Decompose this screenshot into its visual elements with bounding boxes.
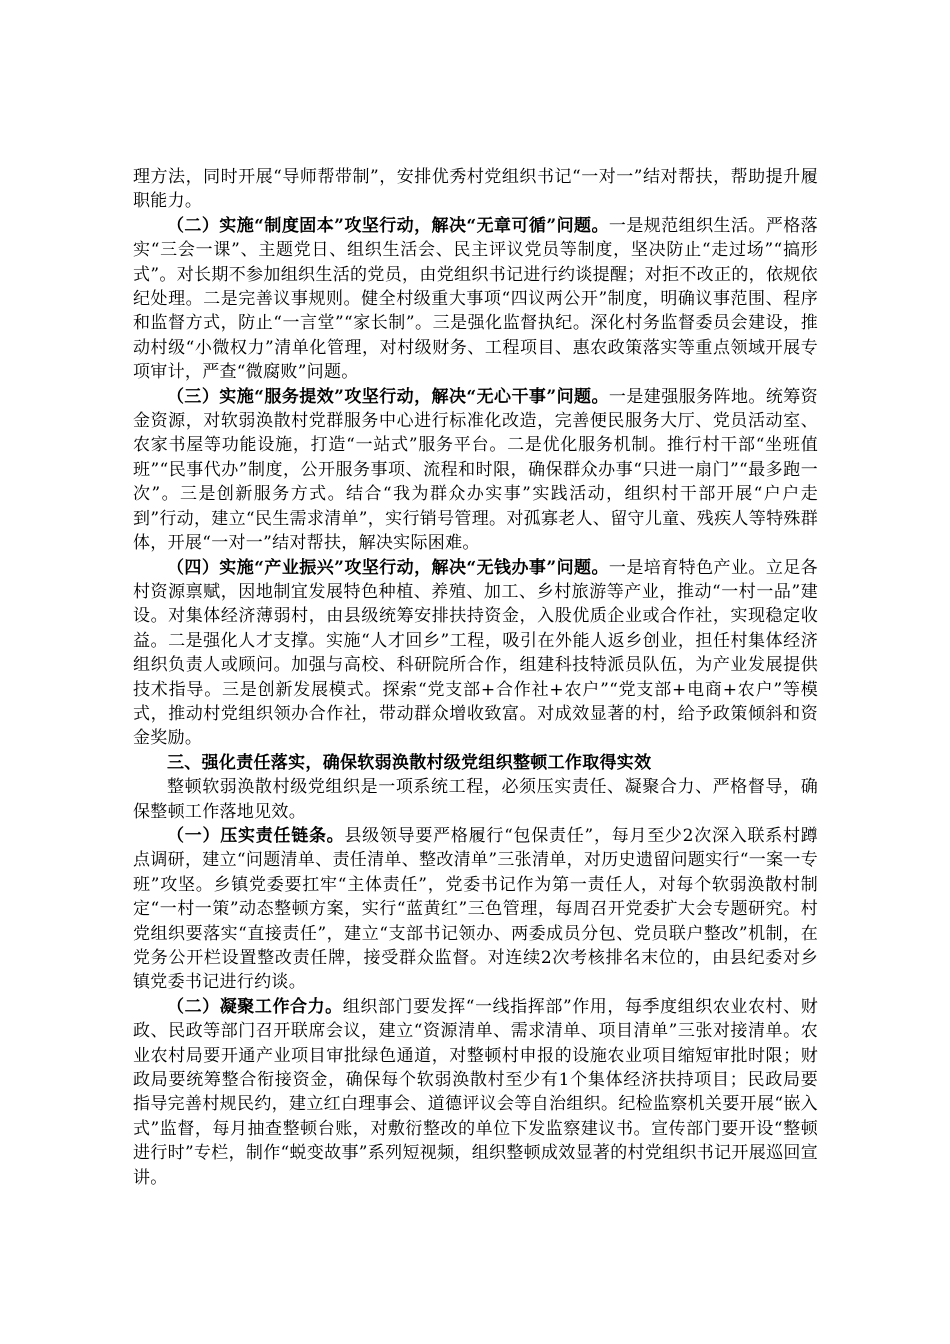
section-lead: （四）实施“产业振兴”攻坚行动，解决“无钱办事”问题。 — [167, 557, 609, 578]
paragraph-institution — [133, 214, 818, 385]
paragraph-continuation — [133, 165, 818, 214]
paragraph-text: 整顿软弱涣散村级党组织是一项系统工程，必须压实责任、凝聚合力、严格督导，确保整顿工作落地见效。 — [133, 777, 818, 822]
section-lead: （一）压实责任链条。 — [167, 825, 345, 846]
paragraph-text: 一是培育特色产业。立足各村资源禀赋，因地制宜发展特色种植、养殖、加工、乡村旅游等产业，推动“一村一品”建设。对集体经济薄弱村，由县级统筹安排扶持资金，入股优质企业或合作社，实现稳定收益。二是强化人才支撑。实施“人才回乡”工程，吸引在外能人返乡创业，担任村集体经济组织负责人或顾问。加强与高校、科研院所合作，组建科技特派员队伍，为产业发展提供技术指导。三是创新发展模式。探索“党支部+合作社+农户”“党支部+电商+农户”等模式，推动村党组织领办合作社，带动群众增收致富。对成效显著的村，给予政策倾斜和资金奖励。 — [133, 557, 818, 749]
paragraph-text: 一是建强服务阵地。统筹资金资源，对软弱涣散村党群服务中心进行标准化改造，完善便民服务大厅、党员活动室、农家书屋等功能设施，打造“一站式”服务平台。二是优化服务机制。推行村干部“坐班值班”“民事代办”制度，公开服务事项、流程和时限，确保群众办事“只进一扇门”“最多跑一次”。三是创新服务方式。结合“我为群众办实事”实践活动，组织村干部开展“户户走到”行动，建立“民生需求清单”，实行销号管理。对孤寡老人、留守儿童、残疾人等特殊群体，开展“一对一”结对帮扶，解决实际困难。 — [133, 386, 818, 554]
section-lead: （二）实施“制度固本”攻坚行动，解决“无章可循”问题。 — [167, 215, 609, 236]
section-lead: （三）实施“服务提效”攻坚行动，解决“无心干事”问题。 — [167, 386, 609, 407]
paragraph-responsibility — [133, 824, 818, 995]
paragraph-synergy — [133, 995, 818, 1190]
paragraph-text: 一是规范组织生活。严格落实“三会一课”、主题党日、组织生活会、民主评议党员等制度，坚决防止“走过场”“搞形式”。对长期不参加组织生活的党员，由党组织书记进行约谈提醒；对拒不改正的，依规依纪处理。二是完善议事规则。健全村级重大事项“四议两公开”制度，明确议事范围、程序和监督方式，防止“一言堂”“家长制”。三是强化监督执纪。深化村务监督委员会建设，推动村级“小微权力”清单化管理，对村级财务、工程项目、惠农政策落实等重点领域开展专项审计，严查“微腐败”问题。 — [133, 215, 818, 383]
paragraph-industry — [133, 556, 818, 751]
section-heading-text: 三、强化责任落实，确保软弱涣散村级党组织整顿工作取得实效 — [167, 752, 652, 773]
document-page — [133, 165, 818, 1190]
paragraph-intro — [133, 775, 818, 824]
paragraph-service — [133, 385, 818, 556]
paragraph-text: 理方法，同时开展“导师帮带制”，安排优秀村党组织书记“一对一”结对帮扶，帮助提升履职能力。 — [133, 167, 818, 212]
section-heading — [133, 751, 818, 775]
section-lead: （二）凝聚工作合力。 — [167, 996, 343, 1017]
paragraph-text: 组织部门要发挥“一线指挥部”作用，每季度组织农业农村、财政、民政等部门召开联席会议，建立“资源清单、需求清单、项目清单”三张对接清单。农业农村局要开通产业项目审批绿色通道，对整顿村申报的设施农业项目缩短审批时限；财政局要统筹整合衔接资金，确保每个软弱涣散村至少有1个集体经济扶持项目；民政局要指导完善村规民约，建立红白理事会、道德评议会等自治组织。纪检监察机关要开展“嵌入式”监督，每月抽查整顿台账，对敷衍整改的单位下发监察建议书。宣传部门要开设“整顿进行时”专栏，制作“蜕变故事”系列短视频，组织整顿成效显著的村党组织书记开展巡回宣讲。 — [133, 996, 819, 1188]
paragraph-text: 县级领导要严格履行“包保责任”，每月至少2次深入联系村蹲点调研，建立“问题清单、责任清单、整改清单”三张清单，对历史遗留问题实行“一案一专班”攻坚。乡镇党委要扛牢“主体责任”，党委书记作为第一责任人，对每个软弱涣散村制定“一村一策”动态整顿方案，实行“蓝黄红”三色管理，每周召开党委扩大会专题研究。村党组织要落实“直接责任”，建立“支部书记领办、两委成员分包、党员联户整改”机制，在党务公开栏设置整改责任牌，接受群众监督。对连续2次考核排名末位的，由县纪委对乡镇党委书记进行约谈。 — [133, 825, 818, 993]
